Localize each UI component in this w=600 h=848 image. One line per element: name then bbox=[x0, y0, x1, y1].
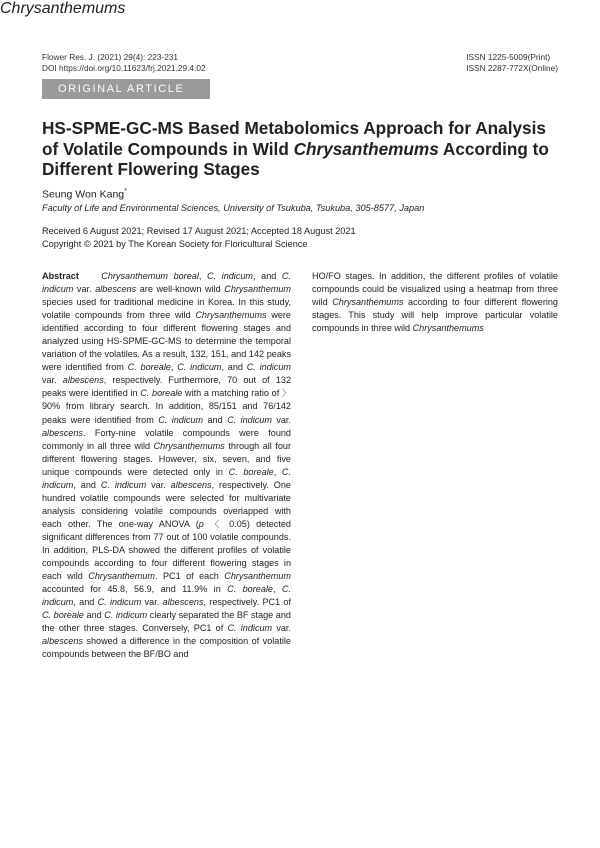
abstract-label: Abstract bbox=[42, 271, 79, 281]
article-type-badge: ORIGINAL ARTICLE bbox=[42, 79, 210, 99]
issn-block bbox=[466, 52, 558, 74]
article-dates bbox=[42, 225, 356, 250]
abstract-continued: HO/FO stages. In addition, the different profiles of volatile compounds could be visualized using a heatmap from three wild Chrysanthemums according to four different flowering stages. This study will help improve particular volatile compounds in three wild Chrysanthemums bbox=[312, 271, 558, 334]
title-line-3: Different Flowering Stages bbox=[42, 159, 260, 179]
issn-print: ISSN 1225-5009(Print) bbox=[466, 52, 551, 62]
copyright: Copyright © 2021 by The Korean Society for Floricultural Science bbox=[42, 238, 308, 249]
affiliation: Faculty of Life and Environmental Sciences, University of Tsukuba, Tsukuba, 305-8577, Japan bbox=[42, 203, 425, 213]
issn-online: ISSN 2287-772X(Online) bbox=[466, 63, 558, 73]
doi-link[interactable]: DOI https://doi.org/10.11623/frj.2021.29.4.02 bbox=[42, 63, 206, 73]
title-line-1: HS-SPME-GC-MS Based Metabolomics Approach for Analysis bbox=[42, 118, 546, 138]
journal-citation: Flower Res. J. (2021) 29(4): 223-231 bbox=[42, 52, 179, 62]
title-line-2: of Volatile Compounds in Wild Chrysanthemums According to bbox=[42, 138, 549, 159]
journal-header bbox=[42, 52, 206, 74]
article-title bbox=[42, 118, 562, 180]
history-dates: Received 6 August 2021; Revised 17 August 2021; Accepted 18 August 2021 bbox=[42, 226, 356, 236]
abstract-continuation: HO/FO stages. In addition, the different profiles of volatile compounds could be visualized using a heatmap from three wild bbox=[312, 271, 558, 308]
abstract: Abstract Chrysanthemum boreal, C. indicum, and C. indicum var. albescens are well-known wild Chrysanthemum species used for traditional medicine in Korea. In this study, volatile compounds from three wild Chrysanthemums were identified according to four different flowering stages and analyzed using HS-SPME-GC-MS to determine the temporal variation of the volatiles. As a result, 132, 151, and 142 peaks were identified from C. boreale, C. indicum, and C. indicum var. albescens, respectively. Furthermore, 70 out of 132 peaks were identified in C. boreale with a matching ratio of 〉90% from library search. In addition, 85/151 and 76/142 peaks were identified from C. indicum and C. indicum var. albescens. Forty-nine volatile compounds were found commonly in all three wild Chrysanthemums through all four different flowering stages. However, six, seven, and five unique compounds were detected only in C. boreale, C. indicum, and C. indicum var. albescens, respectively. One hundred volatile compounds were selected for multivariate analysis considering volatile compounds overlapped with each other. The one-way ANOVA (p 〈 0.05) detected significant differences from 77 out of 100 volatile compounds. In addition, PLS-DA showed the different profiles of volatile compounds according to four different flowering stages in each wild Chrysanthemum. PC1 of each Chrysanthemum accounted for 45.8, 56.9, and 11.9% in C. boreale, C. indicum, and C. indicum var. albescens, respectively. PC1 of C. boreale and C. indicum clearly separated the BF stage and the other three stages. Conversely, PC1 of C. indicum var. albescens showed a difference in the composition of volatile compounds between the BF/BO and bbox=[42, 271, 292, 660]
author-name: Seung Won Kang* bbox=[42, 188, 127, 201]
